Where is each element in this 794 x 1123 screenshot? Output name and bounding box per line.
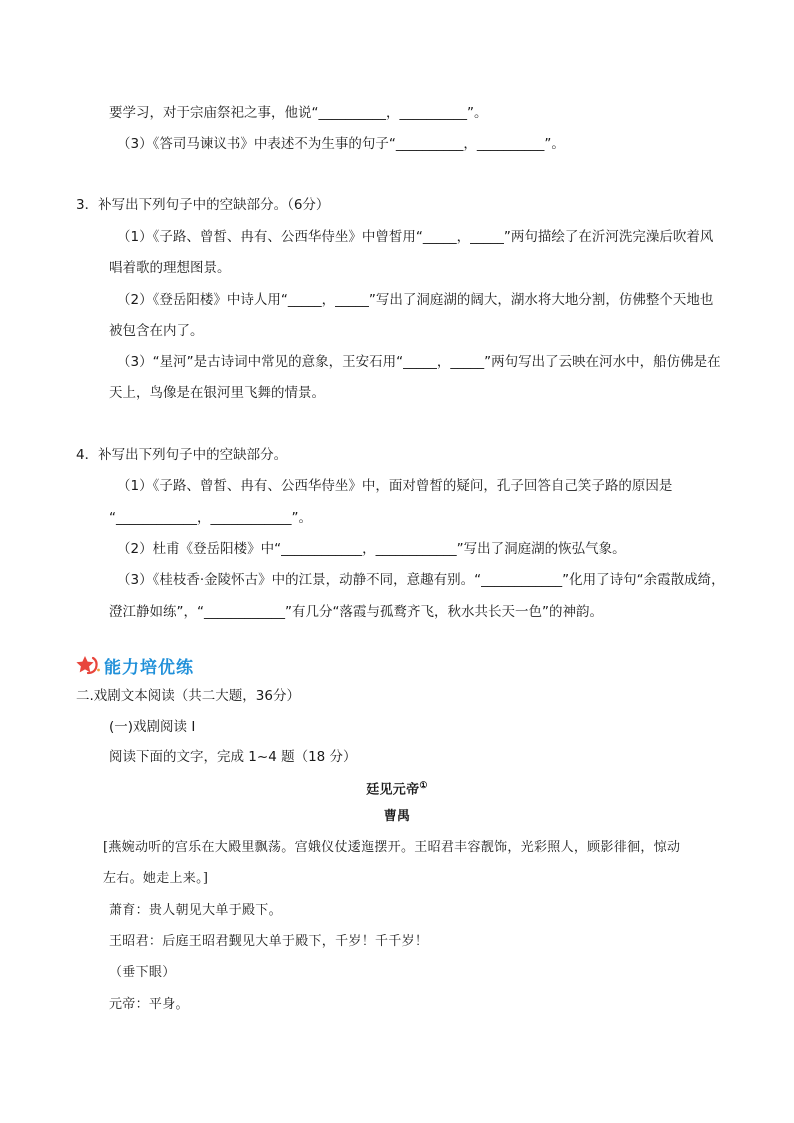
question-4-item-1-cont: “____________，____________”。 — [109, 510, 312, 526]
section-title: 二.戏剧文本阅读（共二大题，36分） — [76, 688, 300, 704]
question-3-heading: 3．补写出下列句子中的空缺部分。（6分） — [76, 197, 330, 213]
reading-instruction: 阅读下面的文字，完成 1~4 题（18 分） — [109, 749, 357, 765]
stage-direction-inline: （垂下眼） — [109, 965, 176, 980]
blank-line-continuation: 要学习，对于宗庙祭祀之事，他说“__________，__________”。 — [109, 105, 488, 121]
footnote-mark: ① — [419, 781, 428, 791]
question-3-item-2: （2）《登岳阳楼》中诗人用“_____，_____”写出了洞庭湖的阔大，湖水将大地分割，仿佛整个天地也 — [117, 292, 714, 308]
blank-item-3: （3）《答司马谏议书》中表述不为生事的句子“__________，__________”。 — [117, 136, 565, 152]
question-4-item-3: （3）《桂枝香·金陵怀古》中的江景，动静不同，意趣有别。“____________”化用了诗句“余霞散成绮， — [117, 572, 725, 588]
question-3-item-1: （1）《子路、曾皙、冉有、公西华侍坐》中曾皙用“_____，_____”两句描绘了在沂河洗完澡后吹着风 — [117, 229, 714, 245]
question-4-item-2: （2）杜甫《登岳阳楼》中“____________，____________”写出了洞庭湖的恢弘气象。 — [117, 541, 626, 557]
dialogue-line: 萧育：贵人朝见大单于殿下。 — [109, 903, 282, 918]
star-icon — [76, 655, 102, 675]
question-3-item-2-cont: 被包含在内了。 — [109, 323, 204, 339]
question-4-heading: 4．补写出下列句子中的空缺部分。 — [76, 447, 288, 463]
question-3-item-3: （3）“星河”是古诗词中常见的意象，王安石用“_____，_____”两句写出了云映在河水中，船仿佛是在 — [117, 354, 721, 370]
section-badge — [76, 653, 194, 677]
dialogue-line: 王昭君：后庭王昭君觐见大单于殿下，千岁！千千岁！ — [109, 934, 429, 949]
question-4-item-1: （1）《子路、曾皙、冉有、公西华侍坐》中，面对曾皙的疑问，孔子回答自己笑子路的原因是 — [117, 478, 673, 494]
drama-title — [0, 776, 794, 800]
question-3-item-1-cont: 唱着歌的理想图景。 — [109, 260, 231, 276]
stage-direction-line-1: [燕婉动听的宫乐在大殿里飘荡。宫娥仪仗逶迤摆开。王昭君丰容靓饰，光彩照人，顾影徘徊，惊动 — [103, 840, 681, 855]
dialogue-line: 元帝：平身。 — [109, 997, 189, 1012]
drama-author: 曹禺 — [383, 809, 411, 824]
question-3-item-3-cont: 天上，鸟像是在银河里飞舞的情景。 — [109, 385, 325, 401]
section-badge-label: 能力培优练 — [104, 657, 194, 678]
subsection-title: (一)戏剧阅读 I — [109, 719, 196, 735]
drama-title-text: 廷见元帝 — [366, 782, 420, 798]
question-4-item-3-cont: 澄江静如练”，“____________”有几分“落霞与孤鹜齐飞，秋水共长天一色”的神韵。 — [109, 604, 603, 620]
stage-direction-line-2: 左右。她走上来。] — [103, 871, 209, 886]
